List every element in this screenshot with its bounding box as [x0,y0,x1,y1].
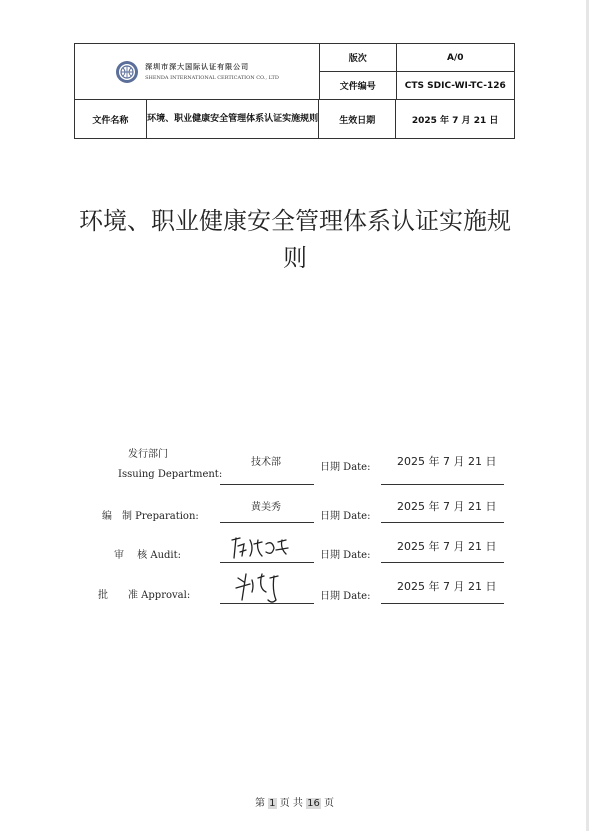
document-header-table [74,43,515,100]
footer-middle: 页 共 [279,798,303,809]
version-value: A/0 [396,44,514,72]
title-line-1: 环境、职业健康安全管理体系认证实施规 [79,207,511,235]
date-underline-4 [381,603,504,604]
current-page-number: 1 [269,798,276,809]
issuing-dept-label-cn: 发行部门 [128,449,168,460]
footer-prefix: 第 [254,798,265,809]
effective-date-label: 生效日期 [319,100,396,139]
date-label-1: 日期 Date: [320,462,371,473]
document-title [60,203,530,277]
audit-signature [228,534,292,562]
doc-number-value: CTS SDIC-WI-TC-126 [396,72,514,100]
preparation-value: 黄美秀 [251,502,281,513]
date-underline-3 [381,562,504,563]
logo-cell [75,44,320,100]
date-underline-2 [381,522,504,523]
preparation-underline [220,522,314,523]
date-value-4: 2025 年 7 月 21 日 [397,580,497,593]
company-seal-icon [115,60,139,84]
issuing-dept-label-en: Issuing Department: [118,469,223,480]
date-label-4: 日期 Date: [320,591,371,602]
approval-signature [232,570,284,606]
company-name-en: SHENDA INTERNATIONAL CERTICATION CO., LTD [145,75,279,81]
doc-name-label: 文件名称 [75,100,147,139]
date-label-2: 日期 Date: [320,511,371,522]
date-value-3: 2025 年 7 月 21 日 [397,540,497,553]
issuing-dept-value: 技术部 [251,457,281,468]
date-value-2: 2025 年 7 月 21 日 [397,500,497,513]
total-page-count: 16 [307,798,320,809]
doc-number-label: 文件编号 [319,72,396,100]
footer-suffix: 页 [324,798,335,809]
approval-label: 批 准 Approval: [98,590,191,601]
audit-label: 审 核 Audit: [114,550,182,561]
version-label: 版次 [319,44,396,72]
title-line-2: 则 [283,244,307,272]
effective-date-value: 2025 年 7 月 21 日 [396,100,515,139]
issuing-dept-underline [220,484,314,485]
page-footer [0,794,589,809]
date-underline-1 [381,484,504,485]
company-name-cn: 深圳市深大国际认证有限公司 [145,63,250,71]
audit-underline [220,562,314,563]
date-value-1: 2025 年 7 月 21 日 [397,455,497,468]
approval-underline [220,603,314,604]
document-name-row [74,99,515,139]
doc-name-value: 环境、职业健康安全管理体系认证实施规则 [146,100,319,139]
preparation-label: 编 制 Preparation: [102,511,199,522]
date-label-3: 日期 Date: [320,550,371,561]
